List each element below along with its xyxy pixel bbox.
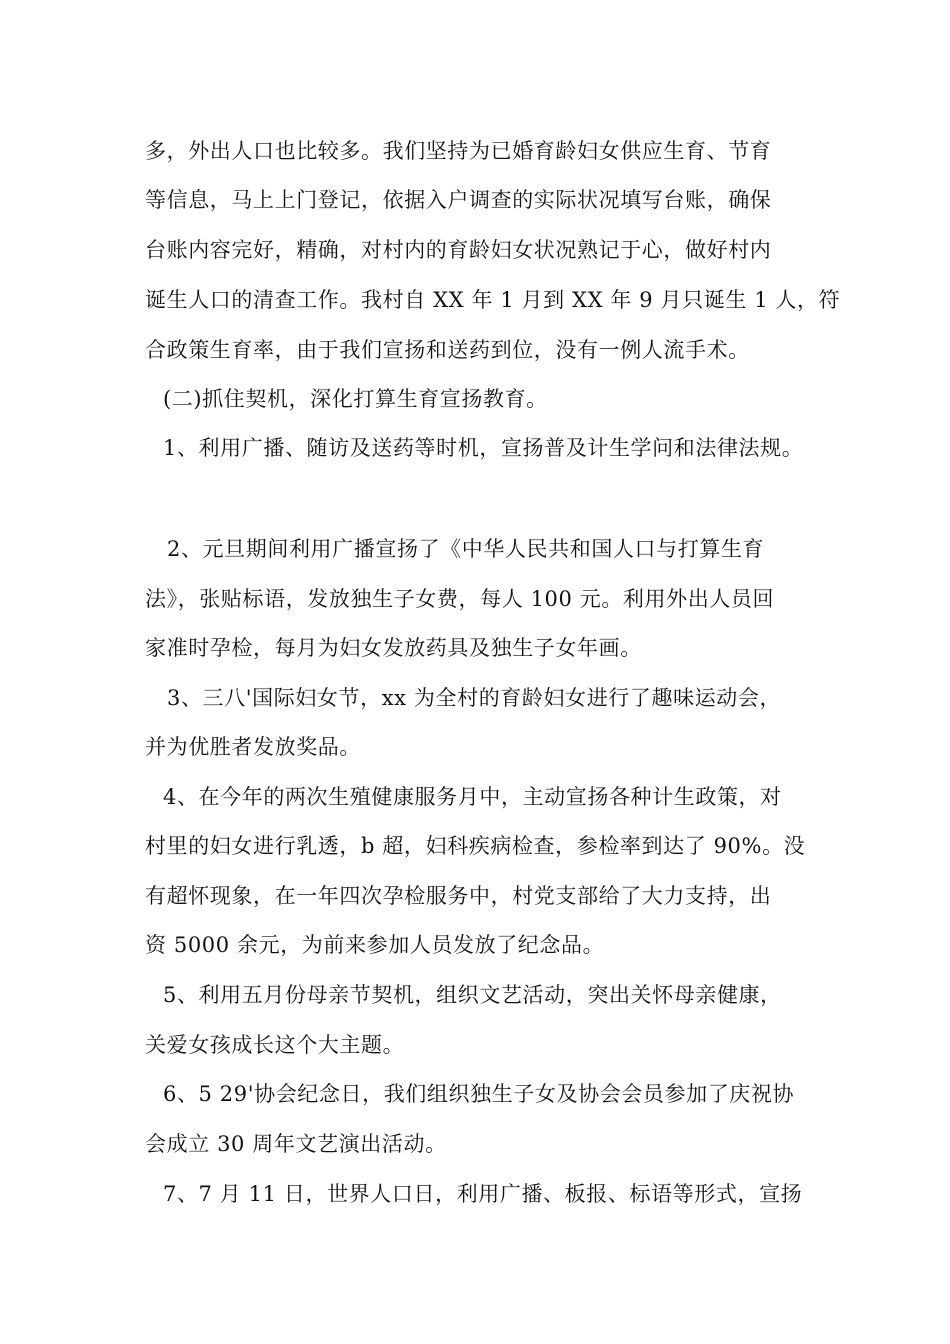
text-line-19: 6、5 29'协会纪念日，我们组织独生子女及协会会员参加了庆祝协 (163, 1082, 795, 1106)
text-line-15: 有超怀现象，在一年四次孕检服务中，村党支部给了大力支持，出 (145, 884, 772, 908)
text-line-17: 5、利用五月份母亲节契机，组织文艺活动，突出关怀母亲健康， (163, 983, 782, 1007)
text-line-7: 1、利用广播、随访及送药等时机，宣扬普及计生学问和法律法规。 (163, 436, 804, 460)
text-line-1: 多，外出人口也比较多。我们坚持为已婚育龄妇女供应生育、节育 (145, 139, 772, 163)
text-line-8: 2、元旦期间利用广播宣扬了《中华人民共和国人口与打算生育 (167, 537, 765, 561)
text-line-13: 4、在今年的两次生殖健康服务月中，主动宣扬各种计生政策，对 (163, 785, 782, 809)
text-line-18: 关爱女孩成长这个大主题。 (145, 1033, 405, 1057)
text-line-10: 家准时孕检，每月为妇女发放药具及独生子女年画。 (145, 636, 642, 660)
text-line-2: 等信息，马上上门登记，依据入户调查的实际状况填写台账，确保 (145, 188, 772, 212)
text-line-4: 诞生人口的清查工作。我村自 XX 年 1 月到 XX 年 9 月只诞生 1 人，符 (145, 288, 841, 312)
text-line-12: 并为优胜者发放奖品。 (145, 735, 361, 759)
text-line-21: 7、7 月 11 日，世界人口日，利用广播、板报、标语等形式，宣扬 (163, 1182, 803, 1206)
text-line-16: 资 5000 余元，为前来参加人员发放了纪念品。 (145, 933, 605, 957)
text-line-14: 村里的妇女进行乳透，b 超，妇科疾病检查，参检率到达了 90%。没 (145, 834, 806, 858)
section-heading: (二)抓住契机，深化打算生育宣扬教育。 (163, 387, 548, 411)
text-line-3: 台账内容完好，精确，对村内的育龄妇女状况熟记于心，做好村内 (145, 238, 772, 262)
text-line-20: 会成立 30 周年文艺演出活动。 (145, 1132, 447, 1156)
text-line-5: 合政策生育率，由于我们宣扬和送药到位，没有一例人流手术。 (145, 338, 750, 362)
text-line-11: 3、三八'国际妇女节，xx 为全村的育龄妇女进行了趣味运动会， (167, 686, 782, 710)
text-line-9: 法》，张贴标语，发放独生子女费，每人 100 元。利用外出人员回 (145, 587, 775, 611)
